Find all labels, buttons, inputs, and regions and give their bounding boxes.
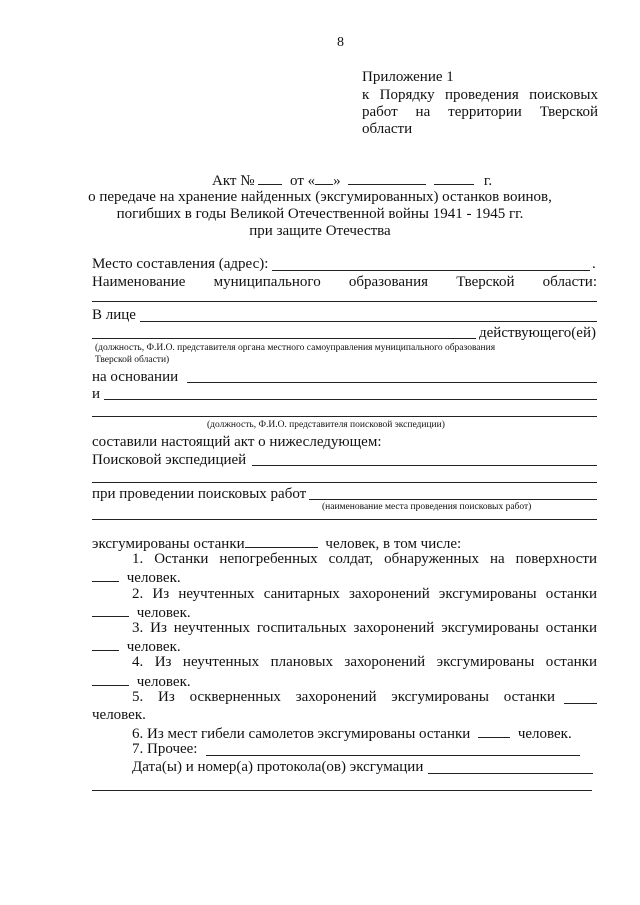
protocol-line-2	[92, 790, 592, 791]
item-6-text: 6. Из мест гибели самолетов эксгумированы останки	[132, 726, 471, 742]
act-heading	[212, 170, 492, 190]
item-7-line	[206, 755, 580, 756]
item-2-text: 2. Из неучтенных санитарных захоронений эксгумированы останки	[132, 586, 597, 602]
on-basis-line	[187, 382, 597, 383]
item-2-suffix: человек.	[136, 605, 191, 621]
act-date-from: от «	[290, 173, 316, 189]
act-year-blank	[434, 170, 474, 185]
item-7-label: 7. Прочее:	[132, 741, 198, 757]
item-4-blank	[92, 671, 129, 686]
item-4-suffix: человек.	[136, 674, 191, 690]
note-expedition: (должность, Ф.И.О. представителя поисковой экспедиции)	[207, 420, 445, 430]
item-6-blank	[478, 723, 510, 738]
acting-label: действующего(ей)	[479, 325, 596, 341]
in-person-line	[140, 321, 597, 322]
municipality-label: Наименование муниципального образования Тверской области:	[92, 274, 597, 290]
municipality-line	[92, 301, 597, 302]
and-label: и	[92, 386, 101, 402]
act-month-blank	[348, 170, 426, 185]
item-1-text: 1. Останки непогребенных солдат, обнаруженных на поверхности	[132, 551, 597, 567]
appendix-title: Приложение 1	[362, 69, 454, 85]
act-number-blank	[258, 170, 282, 185]
exhumed-post: человек, в том числе:	[325, 536, 462, 552]
item-3-text: 3. Из неучтенных госпитальных захоронений эксгумированы останки	[132, 620, 597, 636]
act-number-label: Акт №	[212, 173, 255, 189]
appendix-line-2: к Порядку проведения поисковых	[362, 87, 598, 103]
item-6-suffix: человек.	[517, 726, 572, 742]
note-official-2: Тверской области)	[95, 355, 170, 365]
and-line-2	[92, 416, 597, 417]
protocol-line	[428, 773, 593, 774]
act-year-label: г.	[483, 173, 493, 189]
note-place: (наименование места проведения поисковых работ)	[322, 502, 532, 512]
note-official: (должность, Ф.И.О. представителя органа местного самоуправления муниципального образования	[95, 343, 496, 353]
act-subtitle-1: о передаче на хранение найденных (эксгумированных) останков воинов,	[88, 189, 552, 205]
place-end: .	[592, 256, 596, 272]
during-line	[309, 499, 597, 500]
appendix-line-4: области	[362, 121, 413, 137]
place-label: Место составления (адрес):	[92, 256, 269, 272]
place-line	[272, 270, 590, 271]
item-2-blank	[92, 602, 129, 617]
item-5-text: 5. Из оскверненных захоронений эксгумированы останки	[132, 689, 555, 705]
protocol-label: Дата(ы) и номер(а) протокола(ов) эксгумации	[132, 759, 424, 775]
item-5-suffix: человек.	[92, 707, 146, 723]
expedition-line	[252, 465, 597, 466]
exhumed-count-blank	[245, 533, 318, 548]
act-subtitle-3: при защите Отечества	[249, 223, 391, 239]
and-line	[104, 399, 597, 400]
item-1-count	[92, 567, 181, 587]
during-label: при проведении поисковых работ	[92, 486, 307, 502]
item-1-blank	[92, 567, 119, 582]
act-subtitle-2: погибших в годы Великой Отечественной войны 1941 - 1945 гг.	[116, 206, 524, 222]
item-1-suffix: человек.	[126, 570, 181, 586]
item-6-line	[132, 723, 572, 743]
item-3-blank	[92, 636, 119, 651]
compiled-text: составили настоящий акт о нижеследующем:	[92, 434, 382, 450]
on-basis-label: на основании	[92, 369, 179, 385]
act-day-blank	[315, 170, 333, 185]
appendix-line-3: работ на территории Тверской	[362, 104, 598, 120]
item-5-blank	[564, 703, 597, 704]
act-date-quote: »	[333, 173, 341, 189]
page-number: 8	[337, 35, 344, 50]
during-line-2	[92, 519, 597, 520]
in-person-label: В лице	[92, 307, 136, 323]
expedition-line-2	[92, 482, 597, 483]
item-4-text: 4. Из неучтенных плановых захоронений эксгумированы останки	[132, 654, 597, 670]
exhumed-pre: эксгумированы останки	[92, 536, 245, 552]
in-person-line-2	[92, 338, 476, 339]
item-3-suffix: человек.	[126, 639, 181, 655]
expedition-label: Поисковой экспедицией	[92, 452, 247, 468]
